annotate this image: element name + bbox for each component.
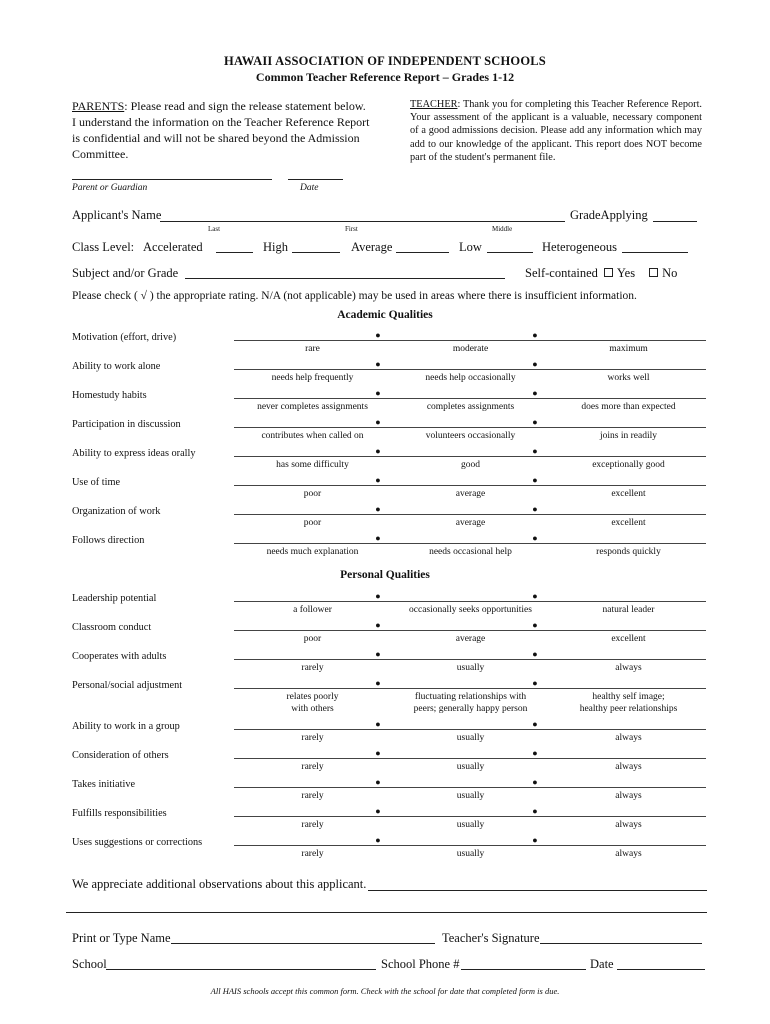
rating-option[interactable]: volunteers occasionally xyxy=(425,431,516,441)
scale-marker: ● xyxy=(375,719,381,729)
rating-option[interactable]: rare xyxy=(305,344,320,354)
rating-scale-line[interactable] xyxy=(234,845,706,846)
scale-marker: ● xyxy=(532,533,538,543)
observations-label: We appreciate additional observations about this applicant. xyxy=(72,877,367,891)
rating-item-label: Ability to work alone xyxy=(72,361,161,372)
grade-applying-field[interactable] xyxy=(653,221,697,222)
rating-option[interactable]: exceptionally good xyxy=(592,460,665,470)
rating-option[interactable]: usually xyxy=(456,733,485,743)
rating-scale-line[interactable] xyxy=(234,398,706,399)
rating-option[interactable]: usually xyxy=(456,791,485,801)
rating-option[interactable]: usually xyxy=(456,663,485,673)
rating-option[interactable]: needs help frequently xyxy=(271,373,354,383)
rating-option[interactable]: rarely xyxy=(301,820,324,830)
scale-marker: ● xyxy=(375,620,381,630)
self-contained-yes-checkbox[interactable] xyxy=(604,268,613,277)
rating-scale-line[interactable] xyxy=(234,758,706,759)
rating-scale-line[interactable] xyxy=(234,659,706,660)
subject-grade-label: Subject and/or Grade xyxy=(72,266,179,280)
rating-item-label: Participation in discussion xyxy=(72,419,181,430)
rating-option[interactable]: always xyxy=(615,663,642,673)
scale-marker: ● xyxy=(532,388,538,398)
rating-scale-line[interactable] xyxy=(234,369,706,370)
rating-option[interactable]: poor xyxy=(303,489,322,499)
scale-marker: ● xyxy=(375,806,381,816)
accelerated-field[interactable] xyxy=(216,252,253,253)
first-name-label: First xyxy=(345,225,358,233)
rating-option[interactable]: rarely xyxy=(301,849,324,859)
scale-marker: ● xyxy=(532,777,538,787)
rating-instructions: Please check ( √ ) the appropriate rating. N/A (not applicable) may be used in areas where there is insufficient information. xyxy=(72,290,637,302)
heterogeneous-field[interactable] xyxy=(622,252,688,253)
rating-option[interactable]: good xyxy=(461,460,480,470)
yes-label: Yes xyxy=(616,266,636,280)
rating-option[interactable]: moderate xyxy=(452,344,489,354)
scale-marker: ● xyxy=(375,475,381,485)
rating-option[interactable]: contributes when called on xyxy=(261,431,364,441)
rating-item-label: Leadership potential xyxy=(72,593,157,604)
parent-signature-field[interactable] xyxy=(72,179,272,180)
rating-option[interactable]: fluctuating relationships with peers; generally happy person xyxy=(413,692,528,714)
school-phone-field[interactable] xyxy=(461,969,586,970)
rating-scale-line[interactable] xyxy=(234,427,706,428)
rating-item-label: Fulfills responsibilities xyxy=(72,808,167,819)
parent-date-label: Date xyxy=(300,183,319,193)
rating-scale-line[interactable] xyxy=(234,340,706,341)
rating-option[interactable]: always xyxy=(615,733,642,743)
scale-marker: ● xyxy=(532,475,538,485)
rating-option[interactable]: needs much explanation xyxy=(266,547,359,557)
rating-option[interactable]: rarely xyxy=(301,733,324,743)
scale-marker: ● xyxy=(375,533,381,543)
rating-option[interactable]: completes assignments xyxy=(426,402,515,412)
scale-marker: ● xyxy=(375,388,381,398)
scale-marker: ● xyxy=(532,678,538,688)
rating-scale-line[interactable] xyxy=(234,816,706,817)
scale-marker: ● xyxy=(532,417,538,427)
rating-option[interactable]: works well xyxy=(607,373,650,383)
scale-marker: ● xyxy=(375,330,381,340)
last-name-label: Last xyxy=(208,225,221,233)
rating-option[interactable]: healthy self image; healthy peer relationships xyxy=(579,692,678,714)
rating-item-label: Consideration of others xyxy=(72,750,169,761)
rating-option[interactable]: excellent xyxy=(611,489,646,499)
class-level-heterogeneous: Heterogeneous xyxy=(542,240,617,254)
teacher-label: TEACHER xyxy=(410,99,458,110)
rating-option[interactable]: joins in readily xyxy=(600,431,657,441)
rating-scale-line[interactable] xyxy=(234,787,706,788)
scale-marker: ● xyxy=(532,835,538,845)
scale-marker: ● xyxy=(375,504,381,514)
teacher-signature-field[interactable] xyxy=(540,943,702,944)
rating-option[interactable]: has some difficulty xyxy=(276,460,349,470)
observations-field[interactable] xyxy=(368,890,707,891)
parents-label: PARENTS xyxy=(72,99,125,113)
rating-option[interactable]: poor xyxy=(303,634,322,644)
teacher-statement xyxy=(410,98,702,164)
rating-scale-line[interactable] xyxy=(234,630,706,631)
rating-option[interactable]: maximum xyxy=(609,344,648,354)
parents-statement xyxy=(72,98,372,162)
scale-marker: ● xyxy=(532,330,538,340)
parent-guardian-label: Parent or Guardian xyxy=(72,183,148,193)
school-phone-label: School Phone # xyxy=(381,957,460,971)
scale-marker: ● xyxy=(375,591,381,601)
rating-item-label: Ability to work in a group xyxy=(72,721,180,732)
rating-item-label: Use of time xyxy=(72,477,121,488)
scale-marker: ● xyxy=(532,446,538,456)
scale-marker: ● xyxy=(375,446,381,456)
teacher-text: : Thank you for completing this Teacher Reference Report. Your assessment of the applicant is a valuable, necessary component of a good admissions decision. Please add any information which may add to our knowledge of the applicant. This report does NOT become part of the student's permanent file. xyxy=(410,99,702,163)
rating-option[interactable]: average xyxy=(455,489,486,499)
low-field[interactable] xyxy=(487,252,533,253)
self-contained-group xyxy=(525,266,677,281)
rating-scale-line[interactable] xyxy=(234,601,706,602)
parents-text: : Please read and sign the release statement below. I understand the information on the Teacher Reference Report is confidential and will not be shared beyond the Admission Committee. xyxy=(72,99,370,161)
rating-item-label: Follows direction xyxy=(72,535,145,546)
form-title: HAWAII ASSOCIATION OF INDEPENDENT SCHOOLS xyxy=(224,54,546,68)
rating-item-label: Motivation (effort, drive) xyxy=(72,332,177,343)
scale-marker: ● xyxy=(375,748,381,758)
scale-marker: ● xyxy=(532,504,538,514)
rating-option[interactable]: always xyxy=(615,820,642,830)
rating-option[interactable]: excellent xyxy=(611,634,646,644)
subject-grade-field[interactable] xyxy=(185,278,505,279)
school-field[interactable] xyxy=(106,969,376,970)
class-level-high: High xyxy=(263,240,288,254)
rating-item-label: Cooperates with adults xyxy=(72,651,167,662)
date-field[interactable] xyxy=(617,969,705,970)
rating-option[interactable]: never completes assignments xyxy=(257,402,368,412)
date-label: Date xyxy=(590,957,614,971)
rating-item-label: Takes initiative xyxy=(72,779,136,790)
observations-extra-line[interactable] xyxy=(66,912,707,913)
personal-qualities-title: Personal Qualities xyxy=(340,569,430,581)
rating-scale-line[interactable] xyxy=(234,456,706,457)
rating-item-label: Ability to express ideas orally xyxy=(72,448,196,459)
rating-option[interactable]: rarely xyxy=(301,663,324,673)
scale-marker: ● xyxy=(375,649,381,659)
rating-option[interactable]: usually xyxy=(456,762,485,772)
academic-qualities-title: Academic Qualities xyxy=(337,309,433,321)
rating-option[interactable]: usually xyxy=(456,849,485,859)
rating-scale-line[interactable] xyxy=(234,485,706,486)
class-level-average: Average xyxy=(351,240,393,254)
rating-item-label: Organization of work xyxy=(72,506,161,517)
rating-scale-line[interactable] xyxy=(234,514,706,515)
rating-option[interactable]: average xyxy=(455,634,486,644)
high-field[interactable] xyxy=(292,252,340,253)
grade-applying-label: GradeApplying xyxy=(570,208,648,222)
rating-option[interactable]: needs help occasionally xyxy=(425,373,516,383)
scale-marker: ● xyxy=(375,678,381,688)
rating-item-label: Homestudy habits xyxy=(72,390,147,401)
parent-date-field[interactable] xyxy=(288,179,343,180)
rating-option[interactable]: relates poorly with others xyxy=(286,692,339,714)
print-name-label: Print or Type Name xyxy=(72,931,171,945)
applicant-name-field[interactable] xyxy=(160,221,565,222)
scale-marker: ● xyxy=(532,719,538,729)
rating-option[interactable]: a follower xyxy=(293,605,332,615)
scale-marker: ● xyxy=(375,777,381,787)
rating-option[interactable]: always xyxy=(615,762,642,772)
rating-item-label: Classroom conduct xyxy=(72,622,152,633)
rating-option[interactable]: needs occasional help xyxy=(429,547,512,557)
self-contained-label: Self-contained xyxy=(525,266,598,280)
class-level-low: Low xyxy=(459,240,482,254)
class-level-accelerated: Accelerated xyxy=(143,240,203,254)
rating-scale-line[interactable] xyxy=(234,543,706,544)
rating-item-label: Personal/social adjustment xyxy=(72,680,183,691)
class-level-label: Class Level: xyxy=(72,240,135,254)
scale-marker: ● xyxy=(532,806,538,816)
rating-option[interactable]: poor xyxy=(303,518,322,528)
footer-note: All HAIS schools accept this common form. Check with the school for date that completed form is due. xyxy=(210,986,560,996)
no-label: No xyxy=(662,266,678,280)
print-name-field[interactable] xyxy=(171,943,435,944)
rating-option[interactable]: rarely xyxy=(301,791,324,801)
rating-option[interactable]: usually xyxy=(456,820,485,830)
scale-marker: ● xyxy=(532,591,538,601)
scale-marker: ● xyxy=(532,359,538,369)
scale-marker: ● xyxy=(375,835,381,845)
middle-name-label: Middle xyxy=(492,225,513,233)
self-contained-no-checkbox[interactable] xyxy=(649,268,658,277)
school-label: School xyxy=(72,957,107,971)
rating-option[interactable]: responds quickly xyxy=(596,547,661,557)
scale-marker: ● xyxy=(375,359,381,369)
scale-marker: ● xyxy=(532,748,538,758)
rating-item-label: Uses suggestions or corrections xyxy=(72,837,203,848)
average-field[interactable] xyxy=(396,252,449,253)
rating-option[interactable]: rarely xyxy=(301,762,324,772)
rating-option[interactable]: occasionally seeks opportunities xyxy=(409,605,532,615)
applicant-name-label: Applicant's Name xyxy=(72,208,162,222)
scale-marker: ● xyxy=(532,620,538,630)
rating-option[interactable]: natural leader xyxy=(602,605,655,615)
teacher-signature-label: Teacher's Signature xyxy=(442,931,540,945)
rating-option[interactable]: excellent xyxy=(611,518,646,528)
rating-scale-line[interactable] xyxy=(234,688,706,689)
rating-option[interactable]: does more than expected xyxy=(581,402,676,412)
rating-scale-line[interactable] xyxy=(234,729,706,730)
form-subtitle: Common Teacher Reference Report – Grades 1-12 xyxy=(255,70,515,84)
rating-option[interactable]: average xyxy=(455,518,486,528)
rating-option[interactable]: always xyxy=(615,849,642,859)
rating-option[interactable]: always xyxy=(615,791,642,801)
scale-marker: ● xyxy=(532,649,538,659)
scale-marker: ● xyxy=(375,417,381,427)
